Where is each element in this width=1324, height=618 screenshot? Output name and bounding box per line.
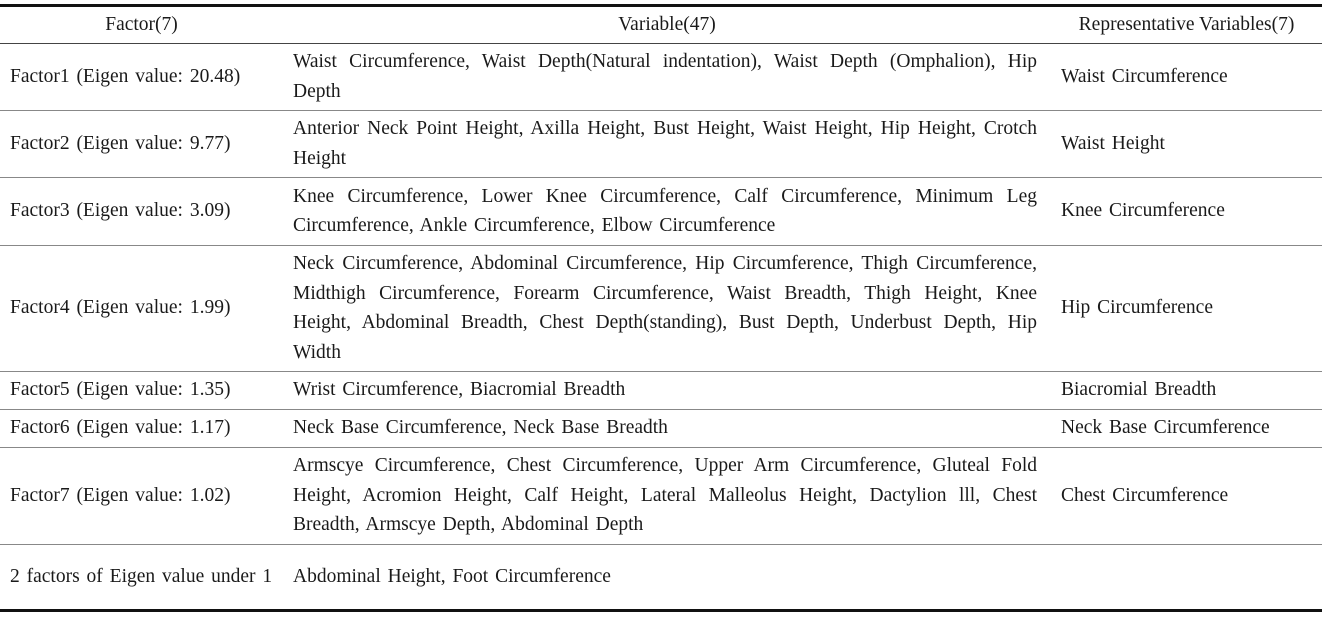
- factor-cell: Factor2 (Eigen value: 9.77): [10, 132, 231, 154]
- variables-cell: Neck Base Circumference, Neck Base Breadth: [293, 417, 668, 439]
- variables-cell: Wrist Circumference, Biacromial Breadth: [293, 379, 626, 401]
- factor-analysis-table: [0, 4, 1322, 612]
- variables-cell: Abdominal Height, Foot Circumference: [293, 565, 611, 587]
- factor-cell: Factor6 (Eigen value: 1.17): [10, 417, 231, 439]
- table-row: [0, 246, 1322, 372]
- variables-cell: Knee Circumference, Lower Knee Circumference, Calf Circumference, Minimum Leg Circumference, Ankle Circumference, Elbow Circumference: [293, 185, 1037, 236]
- factor-cell: Factor1 (Eigen value: 20.48): [10, 65, 241, 87]
- representative-cell: Neck Base Circumference: [1061, 417, 1270, 439]
- variables-cell: Armscye Circumference, Chest Circumference, Upper Arm Circumference, Gluteal Fold Height, Acromion Height, Calf Height, Lateral Malleolus Height, Dactylion lll, Chest Breadth, Armscye Depth, Abdominal Depth: [293, 455, 1037, 536]
- factor-cell: Factor7 (Eigen value: 1.02): [10, 484, 231, 506]
- factor-cell: Factor5 (Eigen value: 1.35): [10, 379, 231, 401]
- table-row: [0, 372, 1322, 410]
- variables-cell: Anterior Neck Point Height, Axilla Height, Bust Height, Waist Height, Hip Height, Crotch Height: [293, 118, 1037, 169]
- header-factor: Factor(7): [105, 14, 178, 36]
- variables-cell: Neck Circumference, Abdominal Circumference, Hip Circumference, Thigh Circumference, Midthigh Circumference, Forearm Circumference, Waist Breadth, Thigh Height, Knee Height, Abdominal Breadth, Chest Depth(standing), Bust Depth, Underbust Depth, Hip Width: [293, 253, 1037, 363]
- header-row: [0, 6, 1322, 44]
- representative-cell: Waist Height: [1061, 132, 1165, 154]
- header-representative: Representative Variables(7): [1078, 14, 1295, 36]
- representative-cell: Chest Circumference: [1061, 484, 1229, 506]
- representative-cell: Waist Circumference: [1061, 65, 1228, 87]
- table-body: [0, 44, 1322, 611]
- representative-cell: [1051, 545, 1322, 611]
- table-row: [0, 178, 1322, 246]
- variables-cell: Waist Circumference, Waist Depth(Natural indentation), Waist Depth (Omphalion), Hip Depth: [293, 51, 1037, 102]
- representative-cell: Hip Circumference: [1061, 297, 1213, 319]
- table-row: [0, 545, 1322, 611]
- representative-cell: Knee Circumference: [1061, 200, 1225, 222]
- table-row: [0, 448, 1322, 545]
- table-row: [0, 44, 1322, 111]
- header-variable: Variable(47): [618, 14, 716, 36]
- table-row: [0, 111, 1322, 178]
- factor-cell: 2 factors of Eigen value under 1: [10, 565, 273, 587]
- factor-cell: Factor4 (Eigen value: 1.99): [10, 297, 231, 319]
- representative-cell: Biacromial Breadth: [1061, 379, 1217, 401]
- table-row: [0, 410, 1322, 448]
- factor-table-container: [0, 4, 1322, 612]
- factor-cell: Factor3 (Eigen value: 3.09): [10, 200, 231, 222]
- table-header: [0, 6, 1322, 44]
